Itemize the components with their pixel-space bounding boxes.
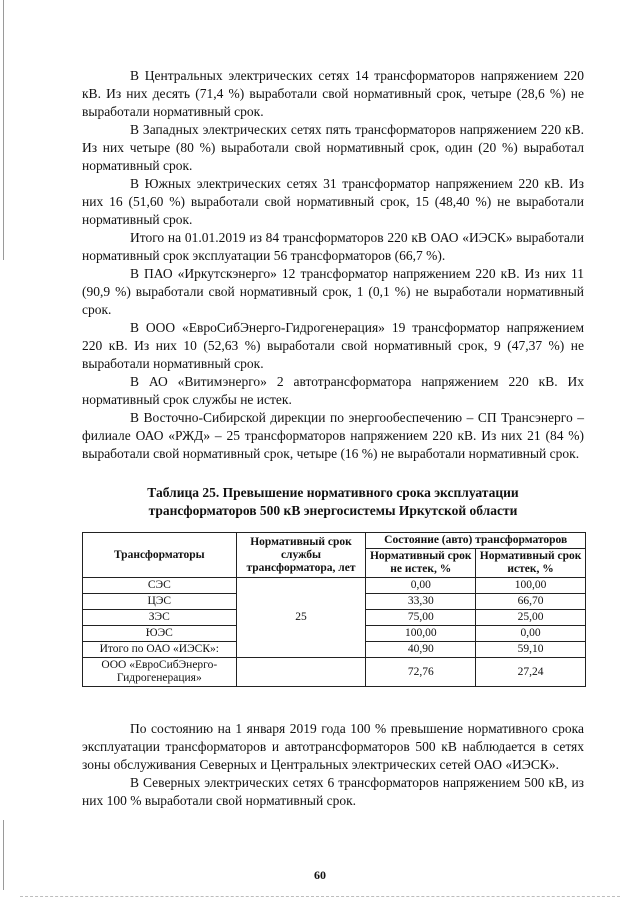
row-expired: 59,10 (476, 642, 586, 658)
row-expired: 100,00 (476, 578, 586, 594)
table-row (83, 658, 586, 687)
row-name: ЦЭС (83, 594, 237, 610)
paragraph-eurosibenergo: В ООО «ЕвроСибЭнерго-Гидрогенерация» 19 трансформатор напряжением 220 кВ. Из них 10 (52,63 %) выработали свой нормативный срок, 9 (47,37 %) не выработали нормативный срок. (82, 320, 584, 371)
row-expired: 66,70 (476, 594, 586, 610)
body-text-top (82, 67, 584, 463)
paragraph-iesk-total: Итого на 01.01.2019 из 84 трансформаторов 220 кВ ОАО «ИЭСК» выработали нормативный срок эксплуатации 56 трансформаторов (66,7 %). (82, 230, 584, 263)
table-caption (82, 484, 584, 520)
row-name: ЮЭС (83, 626, 237, 642)
row-not-expired: 0,00 (366, 578, 476, 594)
row-name: Итого по ОАО «ИЭСК»: (83, 642, 237, 658)
bottom-edge-rule (20, 896, 620, 897)
row-not-expired: 75,00 (366, 610, 476, 626)
row-not-expired: 40,90 (366, 642, 476, 658)
header-service-life: Нормативный срок службы трансформатора, лет (236, 533, 366, 578)
row-expired: 27,24 (476, 658, 586, 687)
row-name: СЭС (83, 578, 237, 594)
paragraph-central-networks: В Центральных электрических сетях 14 трансформаторов напряжением 220 кВ. Из них десять (71,4 %) выработали свой нормативный срок, четыре (28,6 %) не выработали нормативный срок. (82, 68, 584, 119)
paragraph-western-networks: В Западных электрических сетях пять трансформаторов напряжением 220 кВ. Из них четыре (80 %) выработали свой нормативный срок, один (20 %) выработал нормативный срок. (82, 122, 584, 173)
row-not-expired: 72,76 (366, 658, 476, 687)
paragraph-irkutskenergo: В ПАО «Иркутскэнерго» 12 трансформатор напряжением 220 кВ. Из них 11 (90,9 %) выработали свой нормативный срок, 1 (0,1 %) не выработали нормативный срок. (82, 266, 584, 317)
paragraph-500kv-summary: По состоянию на 1 января 2019 года 100 % превышение нормативного срока эксплуатации трансформаторов и автотрансформаторов 500 кВ наблюдается в сетях зоны обслуживания Северных и Центральных электрических сетей ОАО «ИЭСК». (82, 721, 584, 772)
header-expired: Нормативный срок истек, % (476, 549, 586, 578)
row-name: ООО «ЕвроСибЭнерго-Гидрогенерация» (83, 658, 237, 687)
row-name: ЗЭС (83, 610, 237, 626)
paragraph-southern-networks: В Южных электрических сетях 31 трансформатор напряжением 220 кВ. Из них 16 (51,60 %) выработали свой нормативный срок, 15 (48,40 %) не выработали нормативный срок. (82, 176, 584, 227)
header-transformers: Трансформаторы (83, 533, 237, 578)
service-life-empty (236, 658, 366, 687)
row-expired: 25,00 (476, 610, 586, 626)
paragraph-vitimenergo: В АО «Витимэнерго» 2 автотрансформатора напряжением 220 кВ. Их нормативный срок службы не истек. (82, 374, 584, 407)
table-caption-line-2: трансформаторов 500 кВ энергосистемы Иркутской области (148, 503, 518, 518)
header-state-group: Состояние (авто) трансформаторов (366, 533, 586, 549)
service-life-value: 25 (236, 578, 366, 658)
paragraph-rzd: В Восточно-Сибирской дирекции по энергообеспечению – СП Трансэнерго – филиале ОАО «РЖД» – 25 трансформаторов напряжением 220 кВ. Из них 21 (84 %) выработали свой нормативный срок, четыре (16 %) не выработали нормативный срок. (82, 410, 584, 461)
body-text-bottom (82, 720, 584, 810)
row-not-expired: 100,00 (366, 626, 476, 642)
binding-margin-line (3, 0, 4, 260)
transformer-table (82, 532, 586, 687)
row-expired: 0,00 (476, 626, 586, 642)
paragraph-northern-networks: В Северных электрических сетях 6 трансформаторов напряжением 500 кВ, из них 100 % выработали свой нормативный срок. (82, 775, 584, 808)
row-not-expired: 33,30 (366, 594, 476, 610)
table-caption-line-1: Таблица 25. Превышение нормативного срока эксплуатации (147, 485, 519, 500)
table-row (83, 578, 586, 594)
header-not-expired: Нормативный срок не истек, % (366, 549, 476, 578)
page-number: 60 (314, 868, 326, 882)
